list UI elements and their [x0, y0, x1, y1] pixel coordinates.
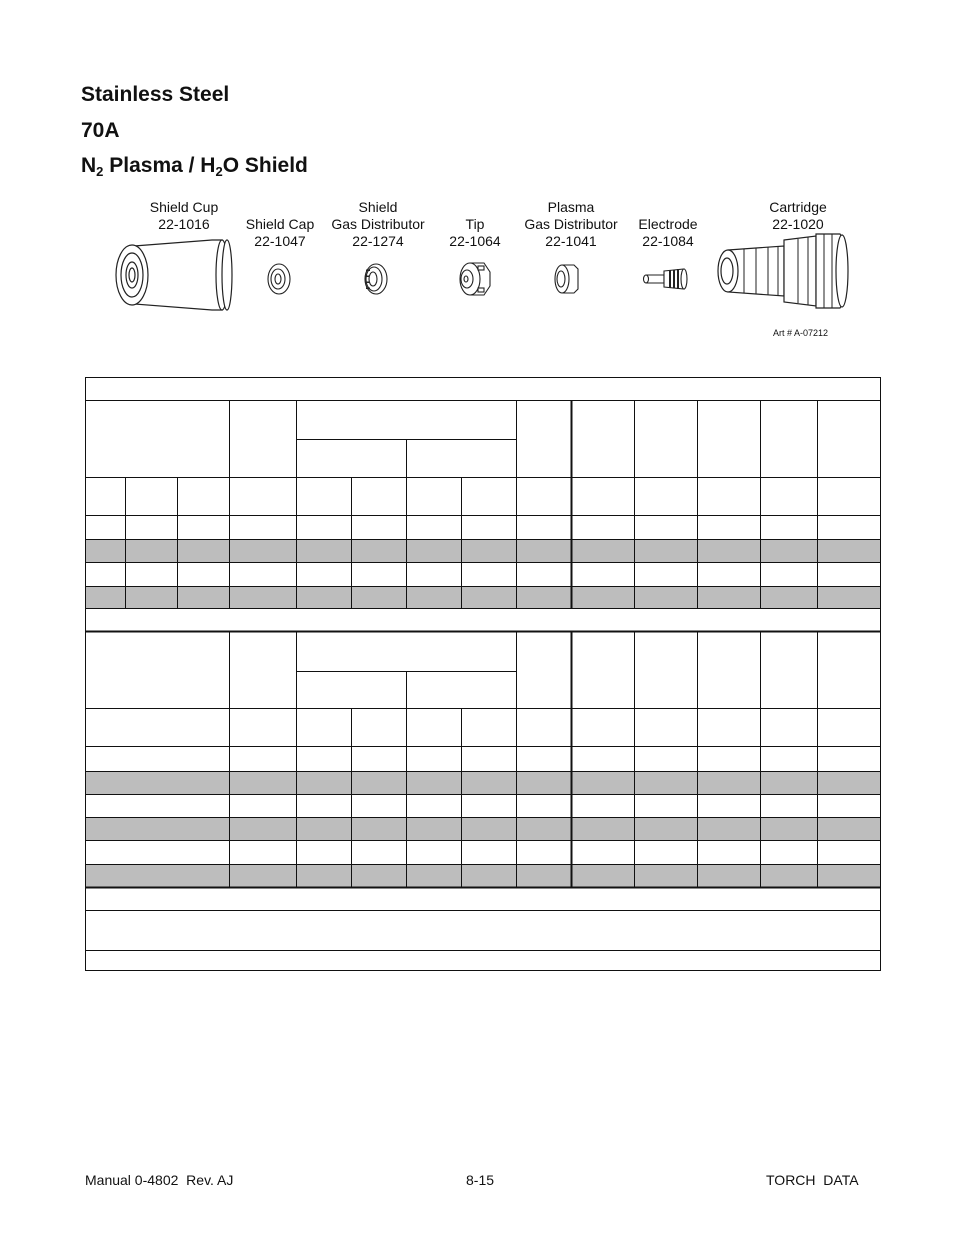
footer-section-title: TORCH DATA — [766, 1172, 859, 1188]
part-label-plasma-gas-distributor: Plasma Gas Distributor 22-1041 — [524, 199, 618, 249]
part-label-electrode: Electrode 22-1084 — [638, 216, 698, 249]
part-label-cartridge: Cartridge 22-1020 — [769, 199, 827, 232]
part-label-shield-gas-distributor: Shield Gas Distributor 22-1274 — [331, 199, 425, 249]
heading-gas-combination: $N_2$ Plasma / $H_2O$ Shield — [81, 154, 308, 179]
heading-amperage: 70A — [81, 119, 120, 142]
art-number: Art # A-07212 — [773, 328, 829, 338]
part-label-tip: Tip 22-1064 — [449, 216, 501, 249]
part-label-shield-cup: Shield Cup 22-1016 — [149, 199, 219, 232]
part-label-shield-cap: Shield Cap 22-1047 — [245, 216, 315, 249]
footer-manual-number: Manual 0-4802 Rev. AJ — [85, 1172, 234, 1188]
footer-page-number: 8-15 — [466, 1172, 495, 1188]
heading-stainless-steel: Stainless Steel — [81, 83, 230, 106]
